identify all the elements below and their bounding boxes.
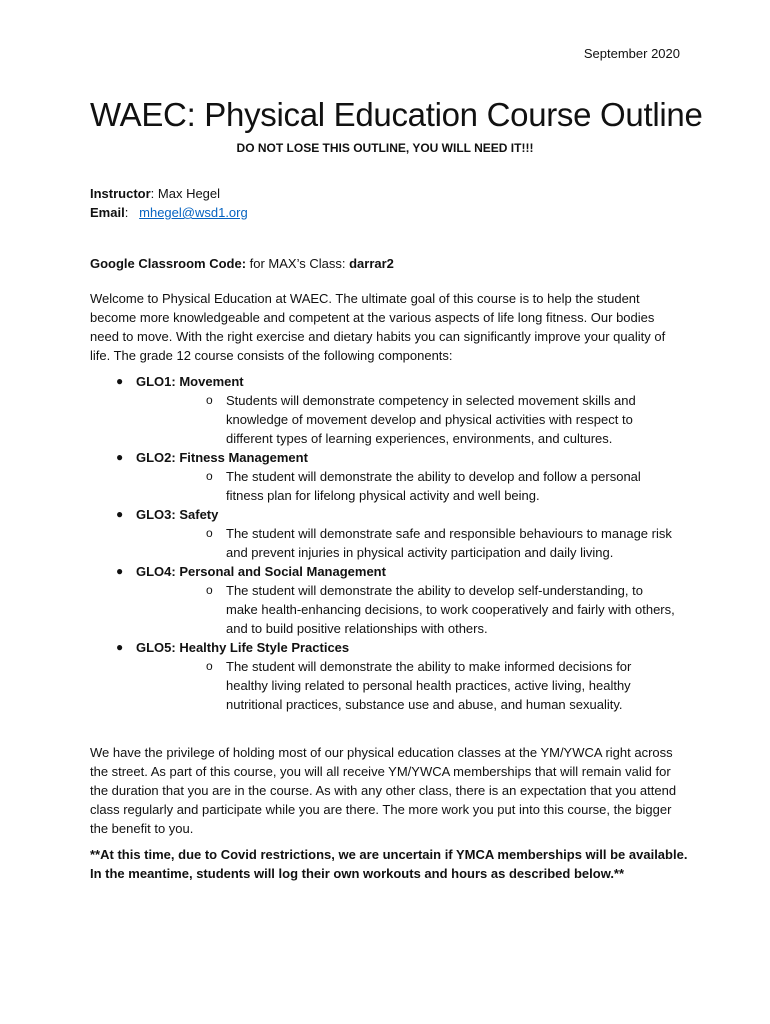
glo-description-text: The student will demonstrate safe and responsible behaviours to manage risk and prevent injuries in physical activity participation and daily living. (226, 526, 672, 560)
glo-item (90, 638, 685, 714)
glo-list (90, 372, 685, 714)
sub-bullet-icon: o (206, 393, 213, 407)
instructor-label: Instructor (90, 186, 151, 201)
glo-title: GLO1: Movement (136, 374, 244, 389)
sub-bullet-icon: o (206, 526, 213, 540)
sub-bullet-icon: o (206, 659, 213, 673)
contact-info (90, 184, 685, 222)
bullet-icon: ● (116, 564, 124, 578)
glo-title: GLO4: Personal and Social Management (136, 564, 386, 579)
glo-description (136, 391, 685, 448)
email-line (90, 203, 685, 222)
email-label: Email (90, 205, 125, 220)
page-title: WAEC: Physical Education Course Outline (90, 96, 703, 133)
glo-title: GLO3: Safety (136, 507, 219, 522)
warning-subtitle: DO NOT LOSE THIS OUTLINE, YOU WILL NEED IT!!! (236, 141, 534, 155)
classroom-label: Google Classroom Code: (90, 256, 247, 271)
sub-bullet-icon: o (206, 469, 213, 483)
glo-description (136, 467, 685, 505)
document-date: September 2020 (583, 46, 680, 61)
ymca-paragraph: We have the privilege of holding most of our physical education classes at the YM/YWCA right across the street. As part of this course, you will all receive YM/YWCA memberships that will remain valid for the duration that you are in the course. As with any other class, there is an expectation that you attend class regularly and participate while you are there. The more work you put into this course, the bigger the benefit to you. (90, 745, 677, 836)
glo-description-text: The student will demonstrate the ability to develop self-understanding, to make health-enhancing decisions, to work cooperatively and fairly with others, and to build positive relationships with others. (226, 583, 675, 636)
instructor-line (90, 184, 685, 203)
email-link[interactable]: mhegel@wsd1.org (139, 205, 248, 220)
bullet-icon: ● (116, 640, 124, 654)
glo-description (136, 524, 685, 562)
glo-item (90, 372, 685, 448)
bullet-icon: ● (116, 374, 124, 388)
glo-description (136, 657, 685, 714)
glo-description-text: Students will demonstrate competency in selected movement skills and knowledge of movement develop and physical activities with respect to different types of learning experiences, environments, and cultures. (226, 393, 636, 446)
intro-paragraph: Welcome to Physical Education at WAEC. The ultimate goal of this course is to help the student become more knowledgeable and competent at the various aspects of life long fitness. Our bodies need to move. With the right exercise and dietary habits you can significantly improve your quality of life. The grade 12 course consists of the following components: (90, 291, 666, 363)
glo-description-text: The student will demonstrate the ability to develop and follow a personal fitness plan for lifelong physical activity and well being. (226, 469, 641, 503)
bullet-icon: ● (116, 450, 124, 464)
glo-description-text: The student will demonstrate the ability to make informed decisions for healthy living related to personal health practices, active living, healthy nutritional practices, substance use and abuse, and human sexuality. (226, 659, 632, 712)
glo-item (90, 562, 685, 638)
glo-item (90, 505, 685, 562)
glo-item (90, 448, 685, 505)
glo-description (136, 581, 685, 638)
glo-title: GLO2: Fitness Management (136, 450, 308, 465)
classroom-text: for MAX’s Class: (246, 256, 350, 271)
instructor-name: : Max Hegel (150, 186, 221, 201)
classroom-code: darrar2 (349, 256, 394, 271)
glo-title: GLO5: Healthy Life Style Practices (136, 640, 350, 655)
bullet-icon: ● (116, 507, 124, 521)
classroom-code-line (90, 254, 685, 273)
sub-bullet-icon: o (206, 583, 213, 597)
covid-note: **At this time, due to Covid restrictions, we are uncertain if YMCA memberships will be available. In the meantime, students will log their own workouts and hours as described below.** (90, 847, 688, 881)
email-separator: : (124, 205, 140, 220)
